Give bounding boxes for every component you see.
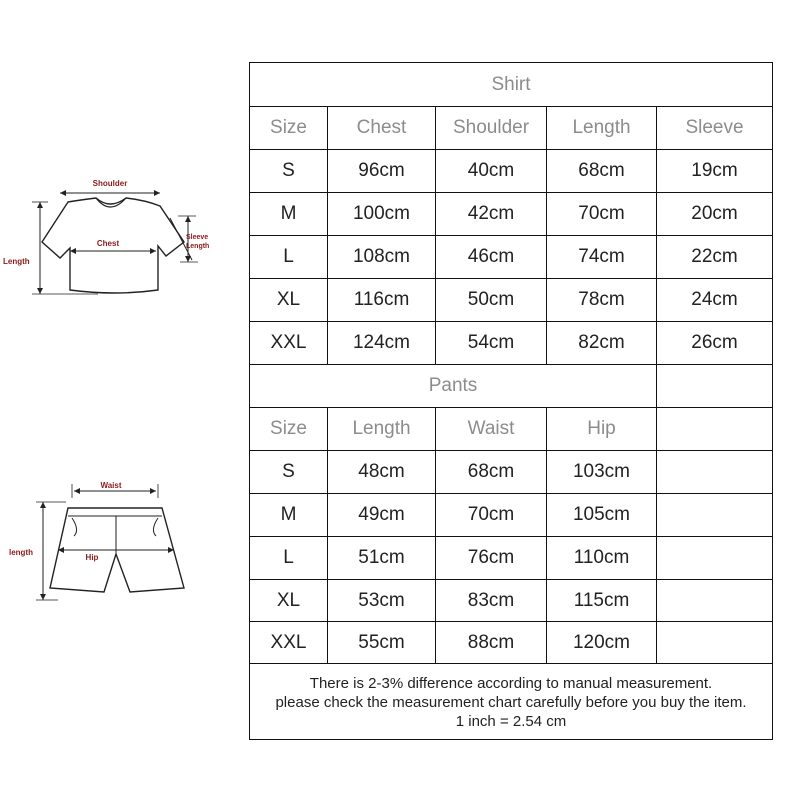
table-cell: 50cm — [435, 279, 546, 321]
table-cell: XL — [276, 589, 301, 611]
table-cell: 120cm — [546, 622, 656, 663]
table-cell: 51cm — [327, 537, 435, 579]
column-header: Waist — [435, 408, 546, 450]
empty-cell — [656, 537, 772, 579]
table-cell: 48cm — [327, 451, 435, 493]
table-cell: 70cm — [546, 193, 656, 235]
empty-cell — [656, 580, 772, 621]
table-cell: 68cm — [435, 451, 546, 493]
table-cell: 68cm — [546, 150, 656, 192]
table-cell: 105cm — [546, 494, 656, 536]
table-cell: 108cm — [327, 236, 435, 278]
column-header: Size — [270, 418, 307, 439]
table-cell: S — [282, 160, 295, 181]
table-cell: 22cm — [656, 236, 772, 278]
table-cell: 40cm — [435, 150, 546, 192]
pants-length-label: length — [9, 548, 33, 557]
shirt-title: Shirt — [491, 73, 531, 95]
column-header: Shoulder — [435, 107, 546, 149]
table-cell: 124cm — [327, 322, 435, 364]
shirt-title-row — [250, 63, 772, 106]
empty-cell — [656, 622, 772, 663]
table-cell: M — [280, 504, 297, 525]
table-cell: 110cm — [546, 537, 656, 579]
note-line-1: There is 2-3% difference according to manual measurement. — [309, 674, 713, 692]
sleeve-label-1: Sleeve — [186, 234, 209, 241]
table-cell: 76cm — [435, 537, 546, 579]
table-cell: S — [282, 461, 295, 482]
table-cell: 96cm — [327, 150, 435, 192]
pants-header-row — [250, 407, 772, 450]
column-header: Sleeve — [656, 107, 772, 149]
column-header: Size — [270, 117, 307, 138]
table-row — [250, 192, 772, 235]
table-row — [250, 621, 772, 663]
table-cell: XXL — [270, 631, 307, 653]
size-chart-table — [249, 62, 773, 740]
table-row — [250, 321, 772, 364]
hip-label: Hip — [85, 553, 99, 562]
pants-diagram — [0, 478, 230, 608]
table-row — [250, 278, 772, 321]
length-label: Length — [3, 257, 30, 266]
empty-cell — [656, 494, 772, 536]
table-cell: XXL — [270, 332, 307, 353]
table-cell: 26cm — [656, 322, 772, 364]
table-row — [250, 149, 772, 192]
table-cell: 24cm — [656, 279, 772, 321]
table-row — [250, 493, 772, 536]
measurement-note — [250, 663, 772, 740]
sleeve-label-2: Length — [186, 243, 210, 250]
table-cell: 115cm — [546, 580, 656, 621]
table-row — [250, 536, 772, 579]
table-cell: 83cm — [435, 580, 546, 621]
table-cell: 20cm — [656, 193, 772, 235]
column-header: Chest — [327, 107, 435, 149]
table-cell: 49cm — [327, 494, 435, 536]
empty-cell — [656, 408, 772, 450]
column-header: Hip — [546, 408, 656, 450]
table-cell: 55cm — [327, 622, 435, 663]
table-cell: 78cm — [546, 279, 656, 321]
shoulder-label: Shoulder — [92, 179, 128, 188]
note-line-2: please check the measurement chart carefully before you buy the item. — [275, 693, 747, 711]
table-cell: 88cm — [435, 622, 546, 663]
table-row — [250, 579, 772, 621]
column-header: Length — [327, 408, 435, 450]
empty-cell — [656, 451, 772, 493]
table-cell: M — [280, 203, 297, 224]
waist-label: Waist — [100, 481, 122, 490]
table-cell: XL — [276, 289, 301, 310]
table-cell: 116cm — [327, 279, 435, 321]
table-row — [250, 450, 772, 493]
table-cell: 19cm — [656, 150, 772, 192]
table-row — [250, 235, 772, 278]
pants-title: Pants — [428, 375, 478, 396]
table-cell: L — [283, 547, 294, 568]
shirt-header-row — [250, 106, 772, 149]
column-header: Length — [546, 107, 656, 149]
table-cell: 70cm — [435, 494, 546, 536]
pants-title-row — [250, 364, 772, 407]
shirt-diagram — [0, 170, 230, 305]
table-cell: 103cm — [546, 451, 656, 493]
table-cell: L — [283, 246, 294, 267]
note-line-3: 1 inch = 2.54 cm — [455, 712, 567, 730]
table-cell: 100cm — [327, 193, 435, 235]
empty-cell — [656, 365, 772, 407]
table-cell: 46cm — [435, 236, 546, 278]
table-cell: 54cm — [435, 322, 546, 364]
table-cell: 42cm — [435, 193, 546, 235]
table-cell: 74cm — [546, 236, 656, 278]
chest-label: Chest — [96, 239, 120, 248]
table-cell: 82cm — [546, 322, 656, 364]
table-cell: 53cm — [327, 580, 435, 621]
